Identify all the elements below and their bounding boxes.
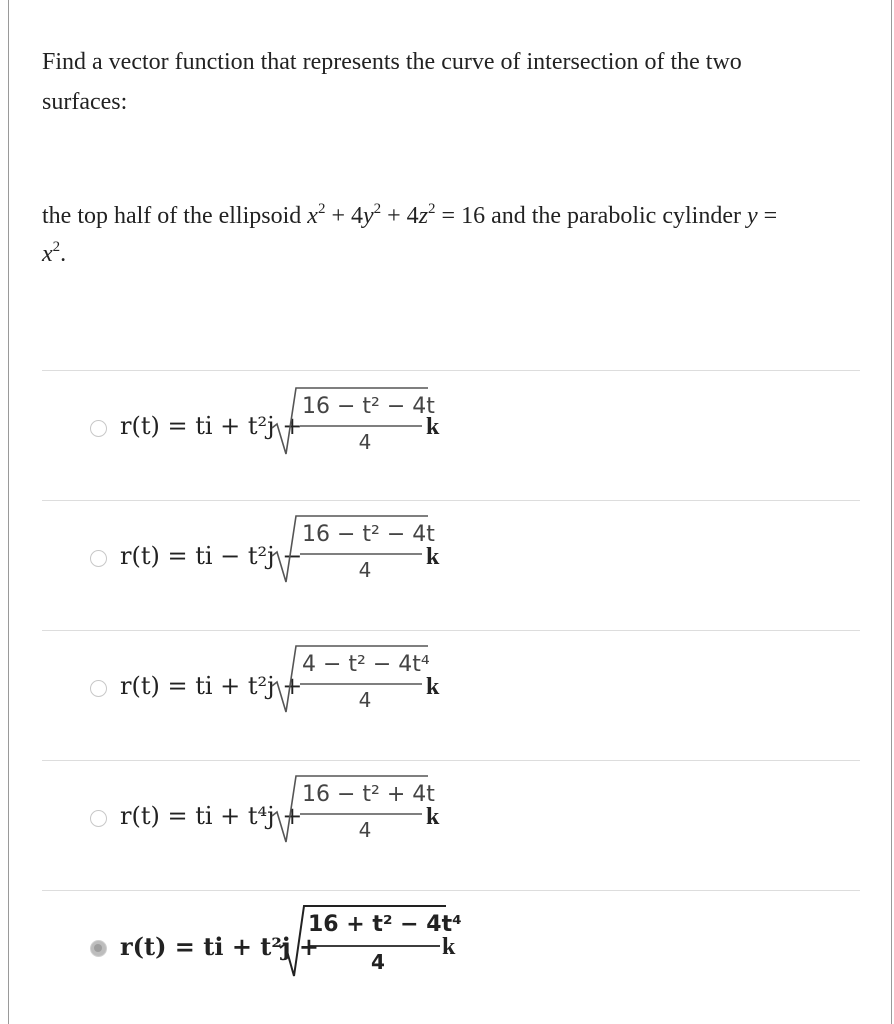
unit-vector-k: k xyxy=(426,674,440,700)
exp: 2 xyxy=(317,201,326,217)
divider xyxy=(42,630,860,631)
detail-part: = 16 and the parabolic cylinder xyxy=(435,203,747,229)
fraction-numerator: 16 − t² − 4t xyxy=(302,522,435,547)
divider xyxy=(42,760,860,761)
option-lhs: r(t) = ti + t⁴j + xyxy=(120,802,303,830)
question-detail-line1 xyxy=(42,198,777,237)
detail-end: . xyxy=(60,241,67,267)
unit-vector-k: k xyxy=(426,544,440,570)
var-x: x xyxy=(307,203,318,229)
unit-vector-k: k xyxy=(442,934,456,960)
detail-part: + 4 xyxy=(381,203,419,229)
fraction-numerator: 16 − t² − 4t xyxy=(302,394,435,419)
var-x: x xyxy=(42,241,53,267)
answer-option-3[interactable] xyxy=(90,632,690,742)
option-lhs: r(t) = ti + t²j + xyxy=(120,412,303,440)
exp: 2 xyxy=(373,201,382,217)
radio-button[interactable] xyxy=(90,680,107,697)
fraction-denominator: 4 xyxy=(358,558,372,582)
option-lhs: r(t) = ti − t²j − xyxy=(120,542,303,570)
detail-part: + 4 xyxy=(325,203,363,229)
radio-button[interactable] xyxy=(90,810,107,827)
divider xyxy=(42,500,860,501)
radio-button-selected[interactable] xyxy=(90,940,107,957)
answer-option-4[interactable] xyxy=(90,762,690,872)
var-y: y xyxy=(362,203,374,229)
var-y: y xyxy=(746,203,758,229)
radio-button[interactable] xyxy=(90,550,107,567)
question-text-line2: surfaces: xyxy=(42,89,128,115)
divider xyxy=(42,370,860,371)
fraction-numerator: 4 − t² − 4t⁴ xyxy=(302,652,430,677)
exp: 2 xyxy=(52,239,61,255)
fraction-numerator: 16 + t² − 4t⁴ xyxy=(308,912,462,937)
fraction-denominator: 4 xyxy=(358,688,372,712)
exp: 2 xyxy=(428,201,436,217)
radio-button[interactable] xyxy=(90,420,107,437)
fraction-numerator: 16 − t² + 4t xyxy=(302,782,435,807)
option-lhs: r(t) = ti + t²j + xyxy=(120,672,303,700)
unit-vector-k: k xyxy=(426,414,440,440)
detail-prefix: the top half of the ellipsoid xyxy=(42,203,308,229)
detail-part: = xyxy=(757,203,778,229)
option-lhs: r(t) = ti + t²j + xyxy=(120,932,320,961)
fraction-denominator: 4 xyxy=(371,950,385,974)
divider xyxy=(42,890,860,891)
fraction-denominator: 4 xyxy=(358,430,372,454)
question-detail-line2 xyxy=(42,236,66,275)
answer-option-1[interactable] xyxy=(90,372,690,482)
unit-vector-k: k xyxy=(426,804,440,830)
answer-option-2[interactable] xyxy=(90,502,690,612)
question-text-line1: Find a vector function that represents the curve of intersection of the two xyxy=(42,49,742,75)
fraction-denominator: 4 xyxy=(358,818,372,842)
var-z: z xyxy=(418,203,429,229)
answer-option-5[interactable] xyxy=(90,892,690,1002)
